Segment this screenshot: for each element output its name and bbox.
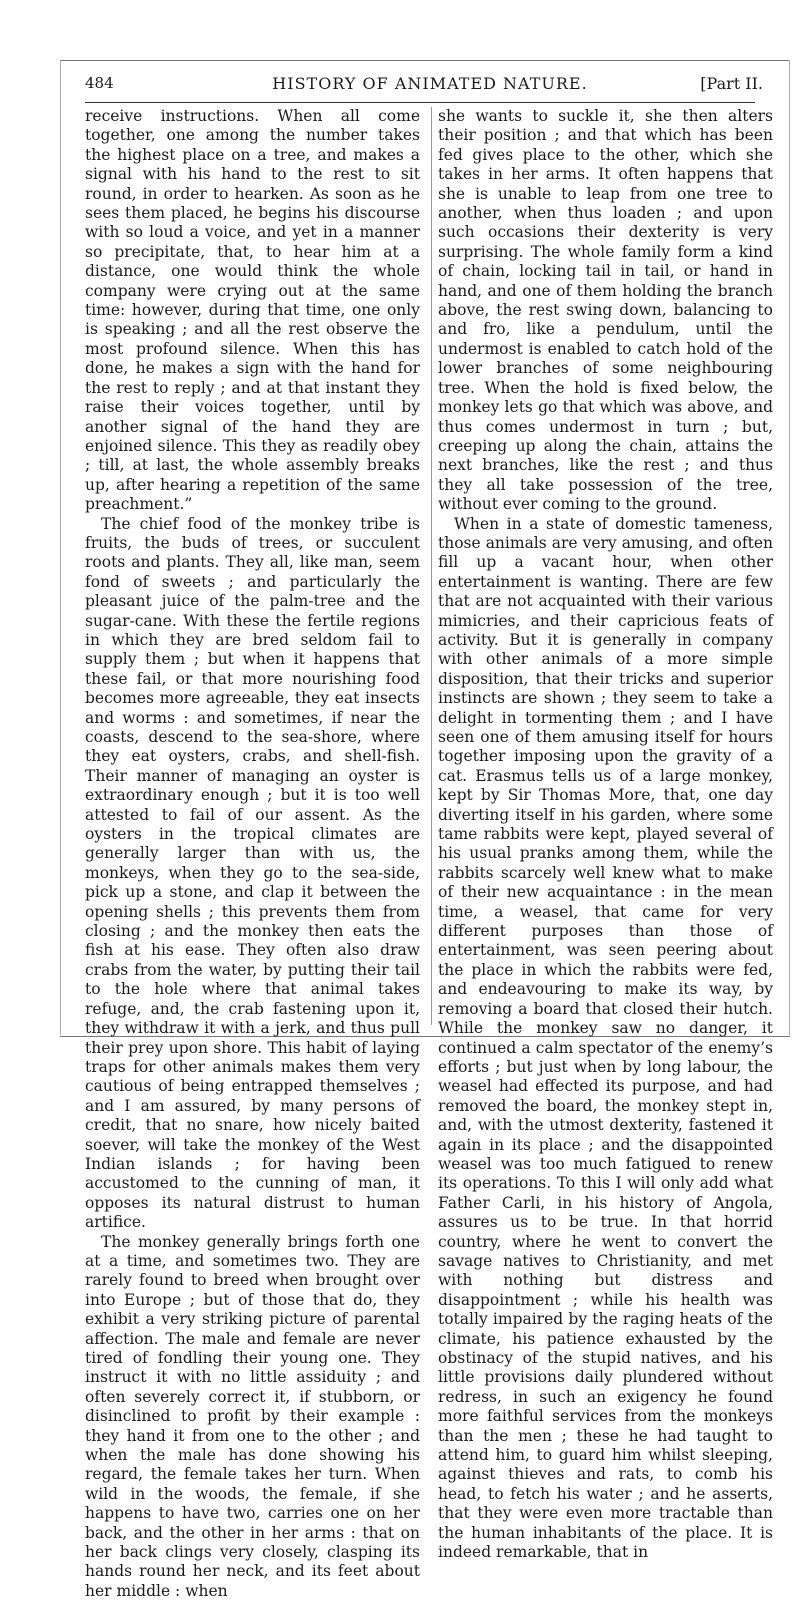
running-head: HISTORY OF ANIMATED NATURE.	[272, 74, 588, 93]
right-column	[438, 107, 773, 1562]
left-column	[85, 107, 420, 1601]
left-paragraph-1: receive instructions. When all come together, one among the number takes the highest place on a tree, and makes a signal with his hand to the rest to sit round, in order to hearken. As soon as he sees them placed, he begins his discourse with so loud a voice, and yet in a manner so precipitate, that, to hear him at a distance, one would think the whole company were crying out at the same time: however, during that time, one only is speaking ; and all the rest observe the most profound silence. When this has done, he makes a sign with the hand for the rest to reply ; and at that instant they raise their voices together, until by another signal of the hand they are enjoined silence. This they as readily obey ; till, at last, the whole assembly breaks up, after hearing a repetition of the same preachment.”	[85, 107, 420, 514]
page-header	[85, 74, 775, 98]
left-paragraph-2: The chief food of the monkey tribe is fruits, the buds of trees, or succulent roots and plants. They all, like man, seem fond of sweets ; and particularly the pleasant juice of the palm-tree and the sugar-cane. With these the fertile regions in which they are bred seldom fail to supply them ; but when it happens that these fail, or that more nourishing food becomes more agreeable, they eat insects and worms : and sometimes, if near the coasts, descend to the sea-shore, where they eat oysters, crabs, and shell-fish. Their manner of managing an oyster is extraordinary enough ; but it is too well attested to fail of our assent. As the oysters in the tropical climates are generally larger than with us, the monkeys, when they go to the sea-side, pick up a stone, and clap it between the opening shells ; this prevents them from closing ; and the monkey then eats the fish at his ease. They often also draw crabs from the water, by putting their tail to the hole where that animal takes refuge, and, the crab fastening upon it, they withdraw it with a jerk, and thus pull their prey upon shore. This habit of laying traps for other animals makes them very cautious of being entrapped themselves ; and I am assured, by many persons of credit, that no snare, how nicely baited soever, will take the monkey of the West Indian islands ; for having been accustomed to the cunning of man, it opposes its natural distrust to human artifice.	[85, 514, 420, 1232]
left-paragraph-3: The monkey generally brings forth one at a time, and sometimes two. They are rarely found to breed when brought over into Europe ; but of those that do, they exhibit a very striking picture of parental affection. The male and female are never tired of fondling their young one. They instruct it with no little assiduity ; and often severely correct it, if stubborn, or disinclined to profit by their example : they hand it from one to the other ; and when the male has done showing his regard, the female takes her turn. When wild in the woods, the female, if she happens to have two, carries one on her back, and the other in her arms : that on her back clings very closely, clasping its hands round her neck, and its feet about her middle : when	[85, 1232, 420, 1600]
page-frame-top	[60, 60, 790, 61]
right-paragraph-2: When in a state of domestic tameness, those animals are very amusing, and often fill up a vacant hour, when other entertainment is wanting. There are few that are not acquainted with their various mimicries, and their capricious feats of activity. But it is generally in company with other animals of a more simple disposition, that their tricks and superior instincts are shown ; they seem to take a delight in tormenting them ; and I have seen one of them amusing itself for hours together imposing upon the gravity of a cat. Erasmus tells us of a large monkey, kept by Sir Thomas More, that, one day diverting itself in his garden, where some tame rabbits were kept, played several of his usual pranks among them, while the rabbits scarcely well knew what to make of their new acquaintance : in the mean time, a weasel, that came for very different purposes than those of entertainment, was seen peering about the place in which the rabbits were fed, and endeavouring to make its way, by removing a board that closed their hutch. While the monkey saw no danger, it continued a calm spectator of the enemy’s efforts ; but just when by long labour, the weasel had effected its purpose, and had removed the board, the monkey stept in, and, with the utmost dexterity, fastened it again in its place ; and the disappointed weasel was too much fatigued to renew its operations. To this I will only add what Father Carli, in his history of Angola, assures us to be true. In that horrid country, where he went to convert the savage natives to Christianity, and met with nothing but distress and disappointment ; while his health was totally impaired by the raging heats of the climate, his patience exhausted by the obstinacy of the stupid natives, and his little provisions daily plundered without redress, in such an exigency he found more faithful services from the monkeys than the men ; these he had taught to attend him, to guard him whilst sleeping, against thieves and rats, to comb his head, to fetch his water ; and he asserts, that they were even more tractable than the human inhabitants of the place. It is indeed remarkable, that in	[438, 514, 773, 1562]
page-frame-left	[60, 60, 61, 1035]
part-label: [Part II.	[700, 74, 763, 93]
page-frame-right	[789, 60, 790, 1035]
page-number: 484	[85, 74, 114, 92]
header-rule	[85, 102, 755, 103]
right-paragraph-1: she wants to suckle it, she then alters their position ; and that which has been fed gives place to the other, which she takes in her arms. It often happens that she is unable to leap from one tree to another, when thus loaden ; and upon such occasions their dexterity is very surprising. The whole family form a kind of chain, locking tail in tail, or hand in hand, and one of them holding the branch above, the rest swing down, balancing to and fro, like a pendulum, until the undermost is enabled to catch hold of the lower branches of some neighbouring tree. When the hold is fixed below, the monkey lets go that which was above, and thus comes undermost in turn ; but, creeping up along the chain, attains the next branches, like the rest ; and thus they all take possession of the tree, without ever coming to the ground.	[438, 107, 773, 514]
column-divider	[431, 107, 432, 1025]
